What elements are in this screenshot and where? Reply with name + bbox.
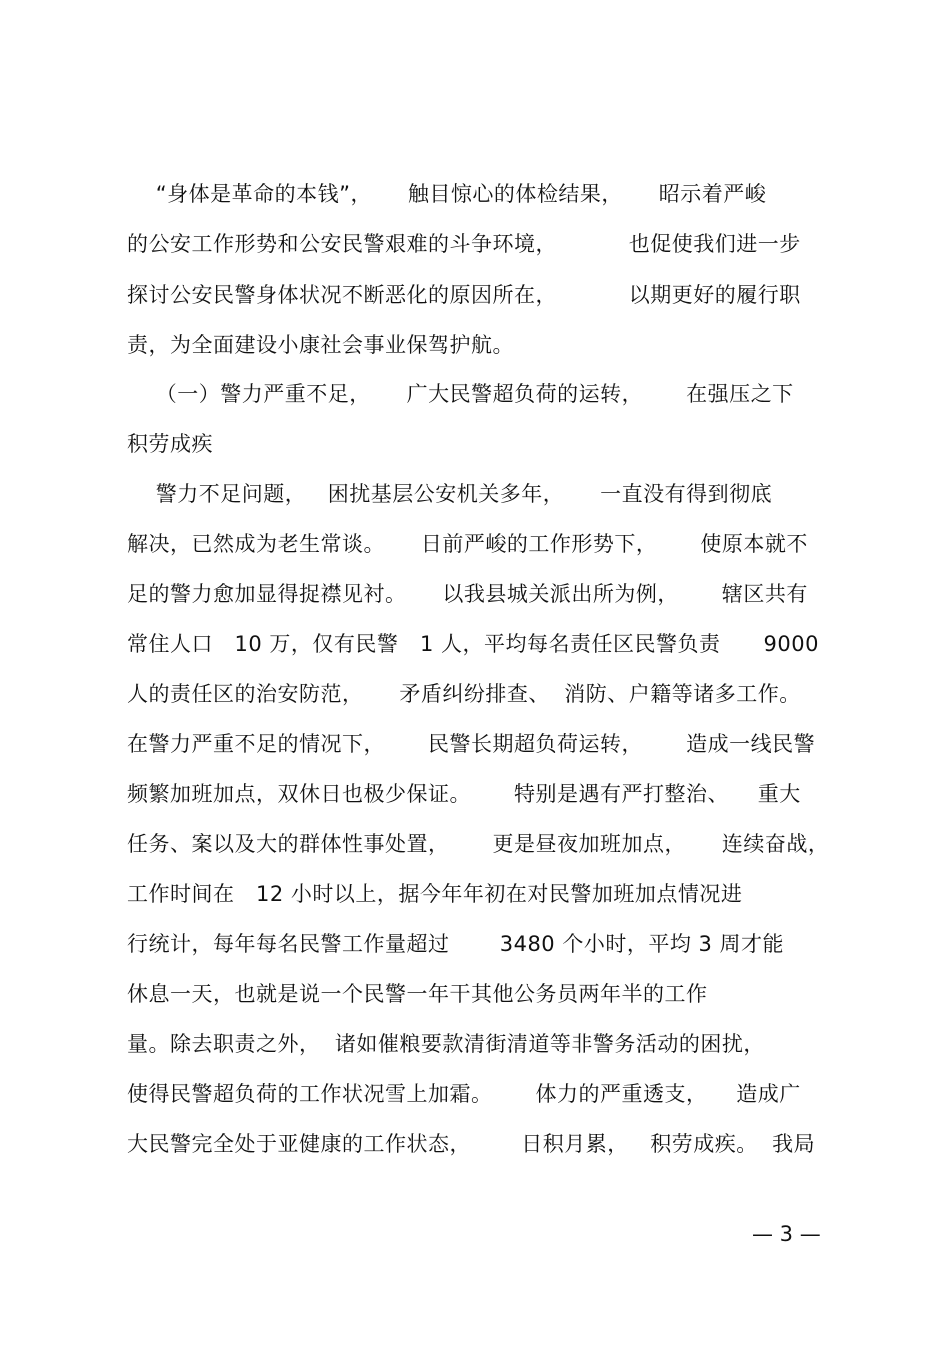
body-text-line: 责，为全面建设小康社会事业保驾护航。: [127, 333, 514, 357]
body-text-line: 任务、案以及大的群体性事处置， 更是昼夜加班加点， 连续奋战，: [127, 832, 830, 856]
body-text-line: 足的警力愈加显得捉襟见衬。 以我县城关派出所为例， 辖区共有: [127, 582, 808, 606]
body-text-line: 大民警完全处于亚健康的工作状态， 日积月累， 积劳成疾。 我局: [127, 1132, 816, 1156]
body-text-line: 频繁加班加点，双休日也极少保证。 特别是遇有严打整治、 重大: [127, 782, 801, 806]
body-text-line: 使得民警超负荷的工作状况雪上加霜。 体力的严重透支， 造成广: [127, 1082, 801, 1106]
body-text-line: 探讨公安民警身体状况不断恶化的原因所在， 以期更好的履行职: [127, 283, 801, 307]
section-heading-line: （一）警力严重不足， 广大民警超负荷的运转， 在强压之下: [127, 382, 794, 406]
body-text-line: 行统计，每年每名民警工作量超过 3480 个小时，平均 3 周才能: [127, 932, 785, 956]
section-heading-line: 积劳成疾: [127, 432, 213, 456]
body-text-line: 休息一天，也就是说一个民警一年干其他公务员两年半的工作: [127, 982, 708, 1006]
body-text-line: 人的责任区的治安防范， 矛盾纠纷排查、 消防、户籍等诸多工作。: [127, 682, 801, 706]
body-text-line: 的公安工作形势和公安民警艰难的斗争环境， 也促使我们进一步: [127, 232, 801, 256]
body-text-line: 解决，已然成为老生常谈。 日前严峻的工作形势下， 使原本就不: [127, 532, 808, 556]
body-text-line: “身体是革命的本钱”， 触目惊心的体检结果， 昭示着严峻: [127, 182, 767, 206]
body-text-line: 在警力严重不足的情况下， 民警长期超负荷运转， 造成一线民警: [127, 732, 816, 756]
body-text-line: 常住人口 10 万，仅有民警 1 人，平均每名责任区民警负责 9000: [127, 632, 819, 656]
body-text-line: 警力不足问题， 困扰基层公安机关多年， 一直没有得到彻底: [127, 482, 773, 506]
body-text-line: 工作时间在 12 小时以上，据今年年初在对民警加班加点情况进: [127, 882, 743, 906]
page-number: — 3 —: [752, 1222, 821, 1246]
body-text-line: 量。除去职责之外， 诸如催粮要款清街清道等非警务活动的困扰，: [127, 1032, 765, 1056]
